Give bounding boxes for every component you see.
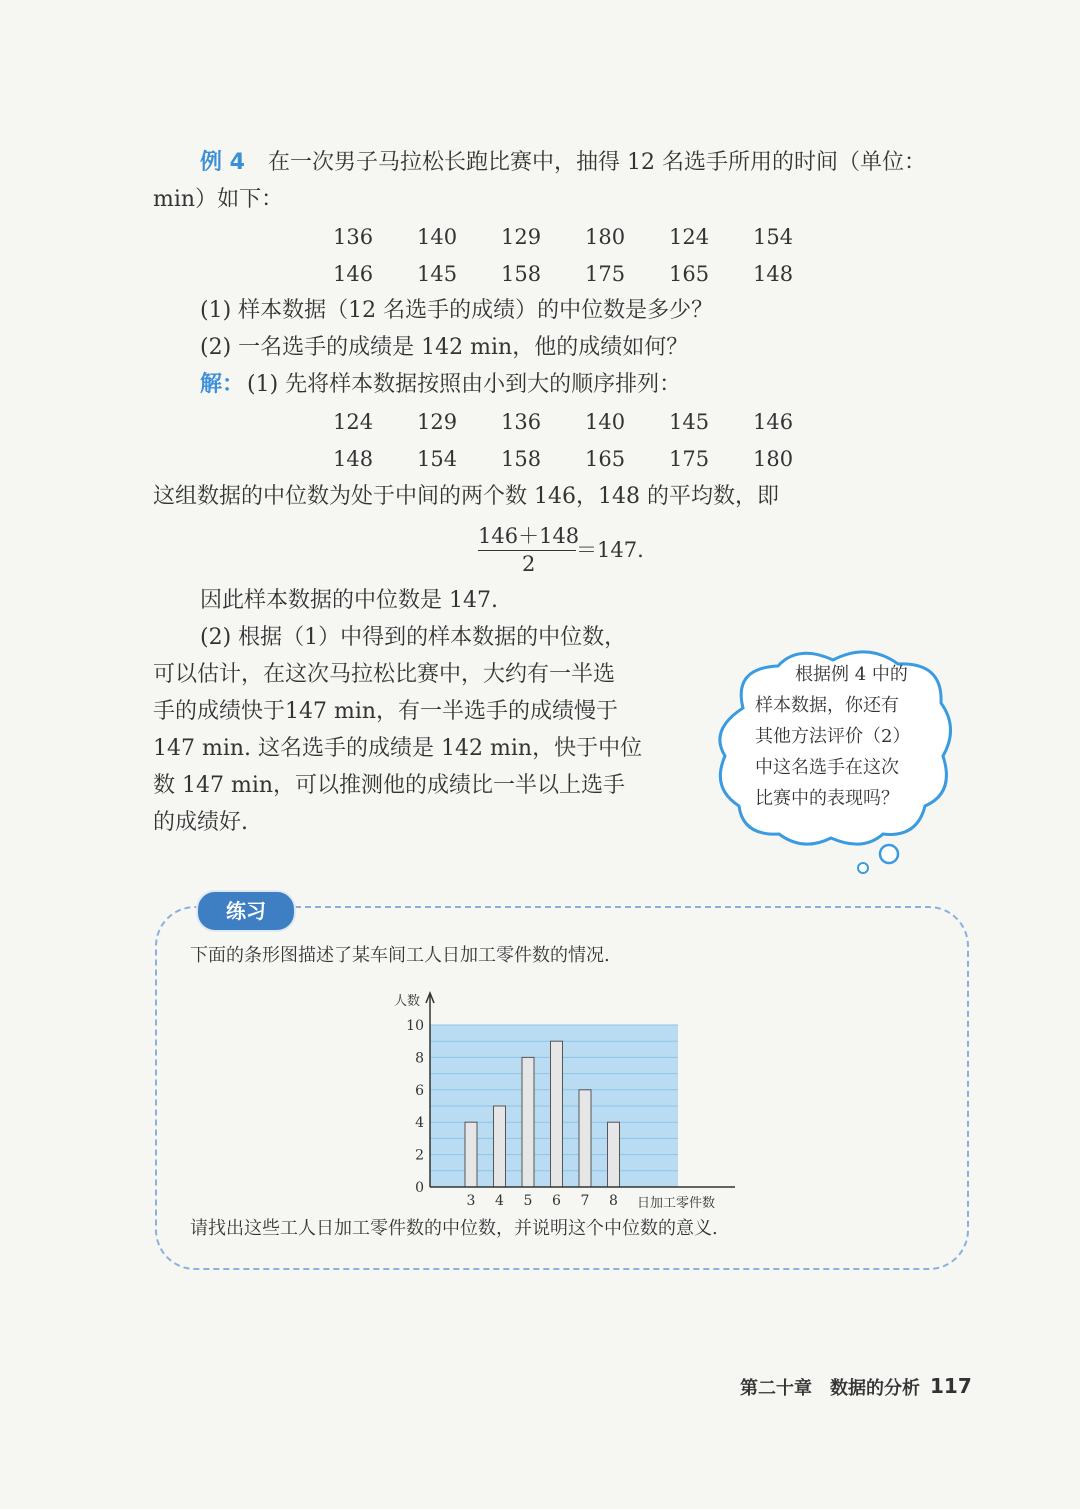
sorted-data-row — [333, 444, 813, 474]
sorted-data-row — [333, 407, 813, 437]
part2-line-2: 可以估计，在这次马拉松比赛中，大约有一半选 — [153, 662, 616, 687]
bar-7 — [579, 1090, 591, 1187]
raw-data-value: 146 — [333, 262, 374, 286]
y-axis-label: 人数 — [394, 994, 421, 1009]
practice-tab: 练习 — [196, 890, 296, 932]
sorted-data-value: 129 — [417, 410, 458, 434]
sorted-data-value: 136 — [501, 410, 542, 434]
question-1: (1) 样本数据（12 名选手的成绩）的中位数是多少？ — [200, 298, 714, 323]
example-text-line1: 在一次男子马拉松长跑比赛中，抽得 12 名选手所用的时间（单位： — [268, 150, 926, 175]
practice-intro: 下面的条形图描述了某车间工人日加工零件数的情况. — [190, 945, 610, 966]
cloud-line-2: 样本数据，你还有 — [755, 695, 899, 716]
bar-8 — [608, 1122, 620, 1187]
sorted-data-value: 180 — [753, 447, 794, 471]
x-tick-label: 7 — [580, 1193, 590, 1209]
page-number: 117 — [930, 1374, 972, 1398]
x-tick-label: 5 — [523, 1193, 533, 1209]
raw-data-value: 148 — [753, 262, 794, 286]
sorted-data-value: 146 — [753, 410, 794, 434]
cloud-line-1: 根据例 4 中的 — [795, 664, 908, 685]
raw-data-value: 140 — [417, 225, 458, 249]
footer-title: 数据的分析 — [830, 1378, 920, 1399]
question-2: (2) 一名选手的成绩是 142 min，他的成绩如何？ — [200, 335, 689, 360]
fraction-result: ＝147. — [576, 538, 644, 562]
raw-data-value: 165 — [669, 262, 710, 286]
practice-question: 请找出这些工人日加工零件数的中位数，并说明这个中位数的意义. — [190, 1218, 718, 1239]
raw-data-value: 145 — [417, 262, 458, 286]
median-sentence: 这组数据的中位数为处于中间的两个数 146，148 的平均数，即 — [153, 484, 779, 509]
raw-data-row — [333, 222, 813, 252]
bar-4 — [494, 1106, 506, 1187]
x-tick-label: 3 — [466, 1193, 476, 1209]
bar-chart — [380, 982, 760, 1212]
y-tick-label: 8 — [415, 1050, 424, 1067]
raw-data-value: 154 — [753, 225, 794, 249]
footer-chapter: 第二十章 — [740, 1378, 812, 1399]
y-tick-label: 10 — [406, 1018, 424, 1034]
fraction-denominator: 2 — [522, 552, 536, 576]
example-label: 例 4 — [200, 150, 245, 175]
cloud-line-3: 其他方法评价（2） — [755, 726, 911, 747]
y-tick-label: 6 — [415, 1082, 424, 1099]
raw-data-value: 180 — [585, 225, 626, 249]
cloud-line-5: 比赛中的表现吗？ — [755, 788, 899, 809]
part2-line-5: 数 147 min，可以推测他的成绩比一半以上选手 — [153, 773, 626, 798]
sorted-data-value: 165 — [585, 447, 626, 471]
bar-5 — [522, 1057, 534, 1187]
part2-line-4: 147 min. 这名选手的成绩是 142 min，快于中位 — [153, 736, 643, 761]
fraction-bar — [478, 550, 576, 551]
x-tick-label: 8 — [609, 1193, 618, 1209]
sorted-data-value: 175 — [669, 447, 710, 471]
y-tick-label: 0 — [415, 1180, 424, 1196]
raw-data-value: 136 — [333, 225, 374, 249]
raw-data-value: 175 — [585, 262, 626, 286]
fraction-numerator: 146＋148 — [478, 524, 580, 548]
y-tick-label: 2 — [415, 1147, 424, 1164]
cloud-line-4: 中这名选手在这次 — [755, 757, 899, 778]
sorted-data-value: 154 — [417, 447, 458, 471]
part2-line-1: (2) 根据（1）中得到的样本数据的中位数， — [200, 625, 627, 650]
part2-line-3: 手的成绩快于147 min，有一半选手的成绩慢于 — [153, 699, 619, 724]
y-tick-label: 4 — [415, 1115, 424, 1132]
median-conclusion: 因此样本数据的中位数是 147. — [200, 588, 498, 613]
sorted-data-value: 158 — [501, 447, 542, 471]
raw-data-row — [333, 259, 813, 289]
solution-step1: (1) 先将样本数据按照由小到大的顺序排列： — [247, 372, 682, 397]
x-tick-label: 6 — [552, 1193, 561, 1209]
median-fraction — [476, 520, 656, 580]
sorted-data-value: 124 — [333, 410, 374, 434]
sorted-data-value: 140 — [585, 410, 626, 434]
x-axis-label: 日加工零件数 — [637, 1196, 716, 1211]
sorted-data-value: 148 — [333, 447, 374, 471]
example-text-line2: min）如下： — [153, 187, 284, 212]
part2-line-6: 的成绩好. — [153, 810, 248, 835]
raw-data-value: 129 — [501, 225, 542, 249]
x-tick-label: 4 — [495, 1193, 504, 1209]
bar-3 — [465, 1122, 477, 1187]
raw-data-value: 158 — [501, 262, 542, 286]
bar-6 — [551, 1041, 563, 1187]
raw-data-value: 124 — [669, 225, 710, 249]
solution-label: 解： — [200, 372, 245, 397]
sorted-data-value: 145 — [669, 410, 710, 434]
